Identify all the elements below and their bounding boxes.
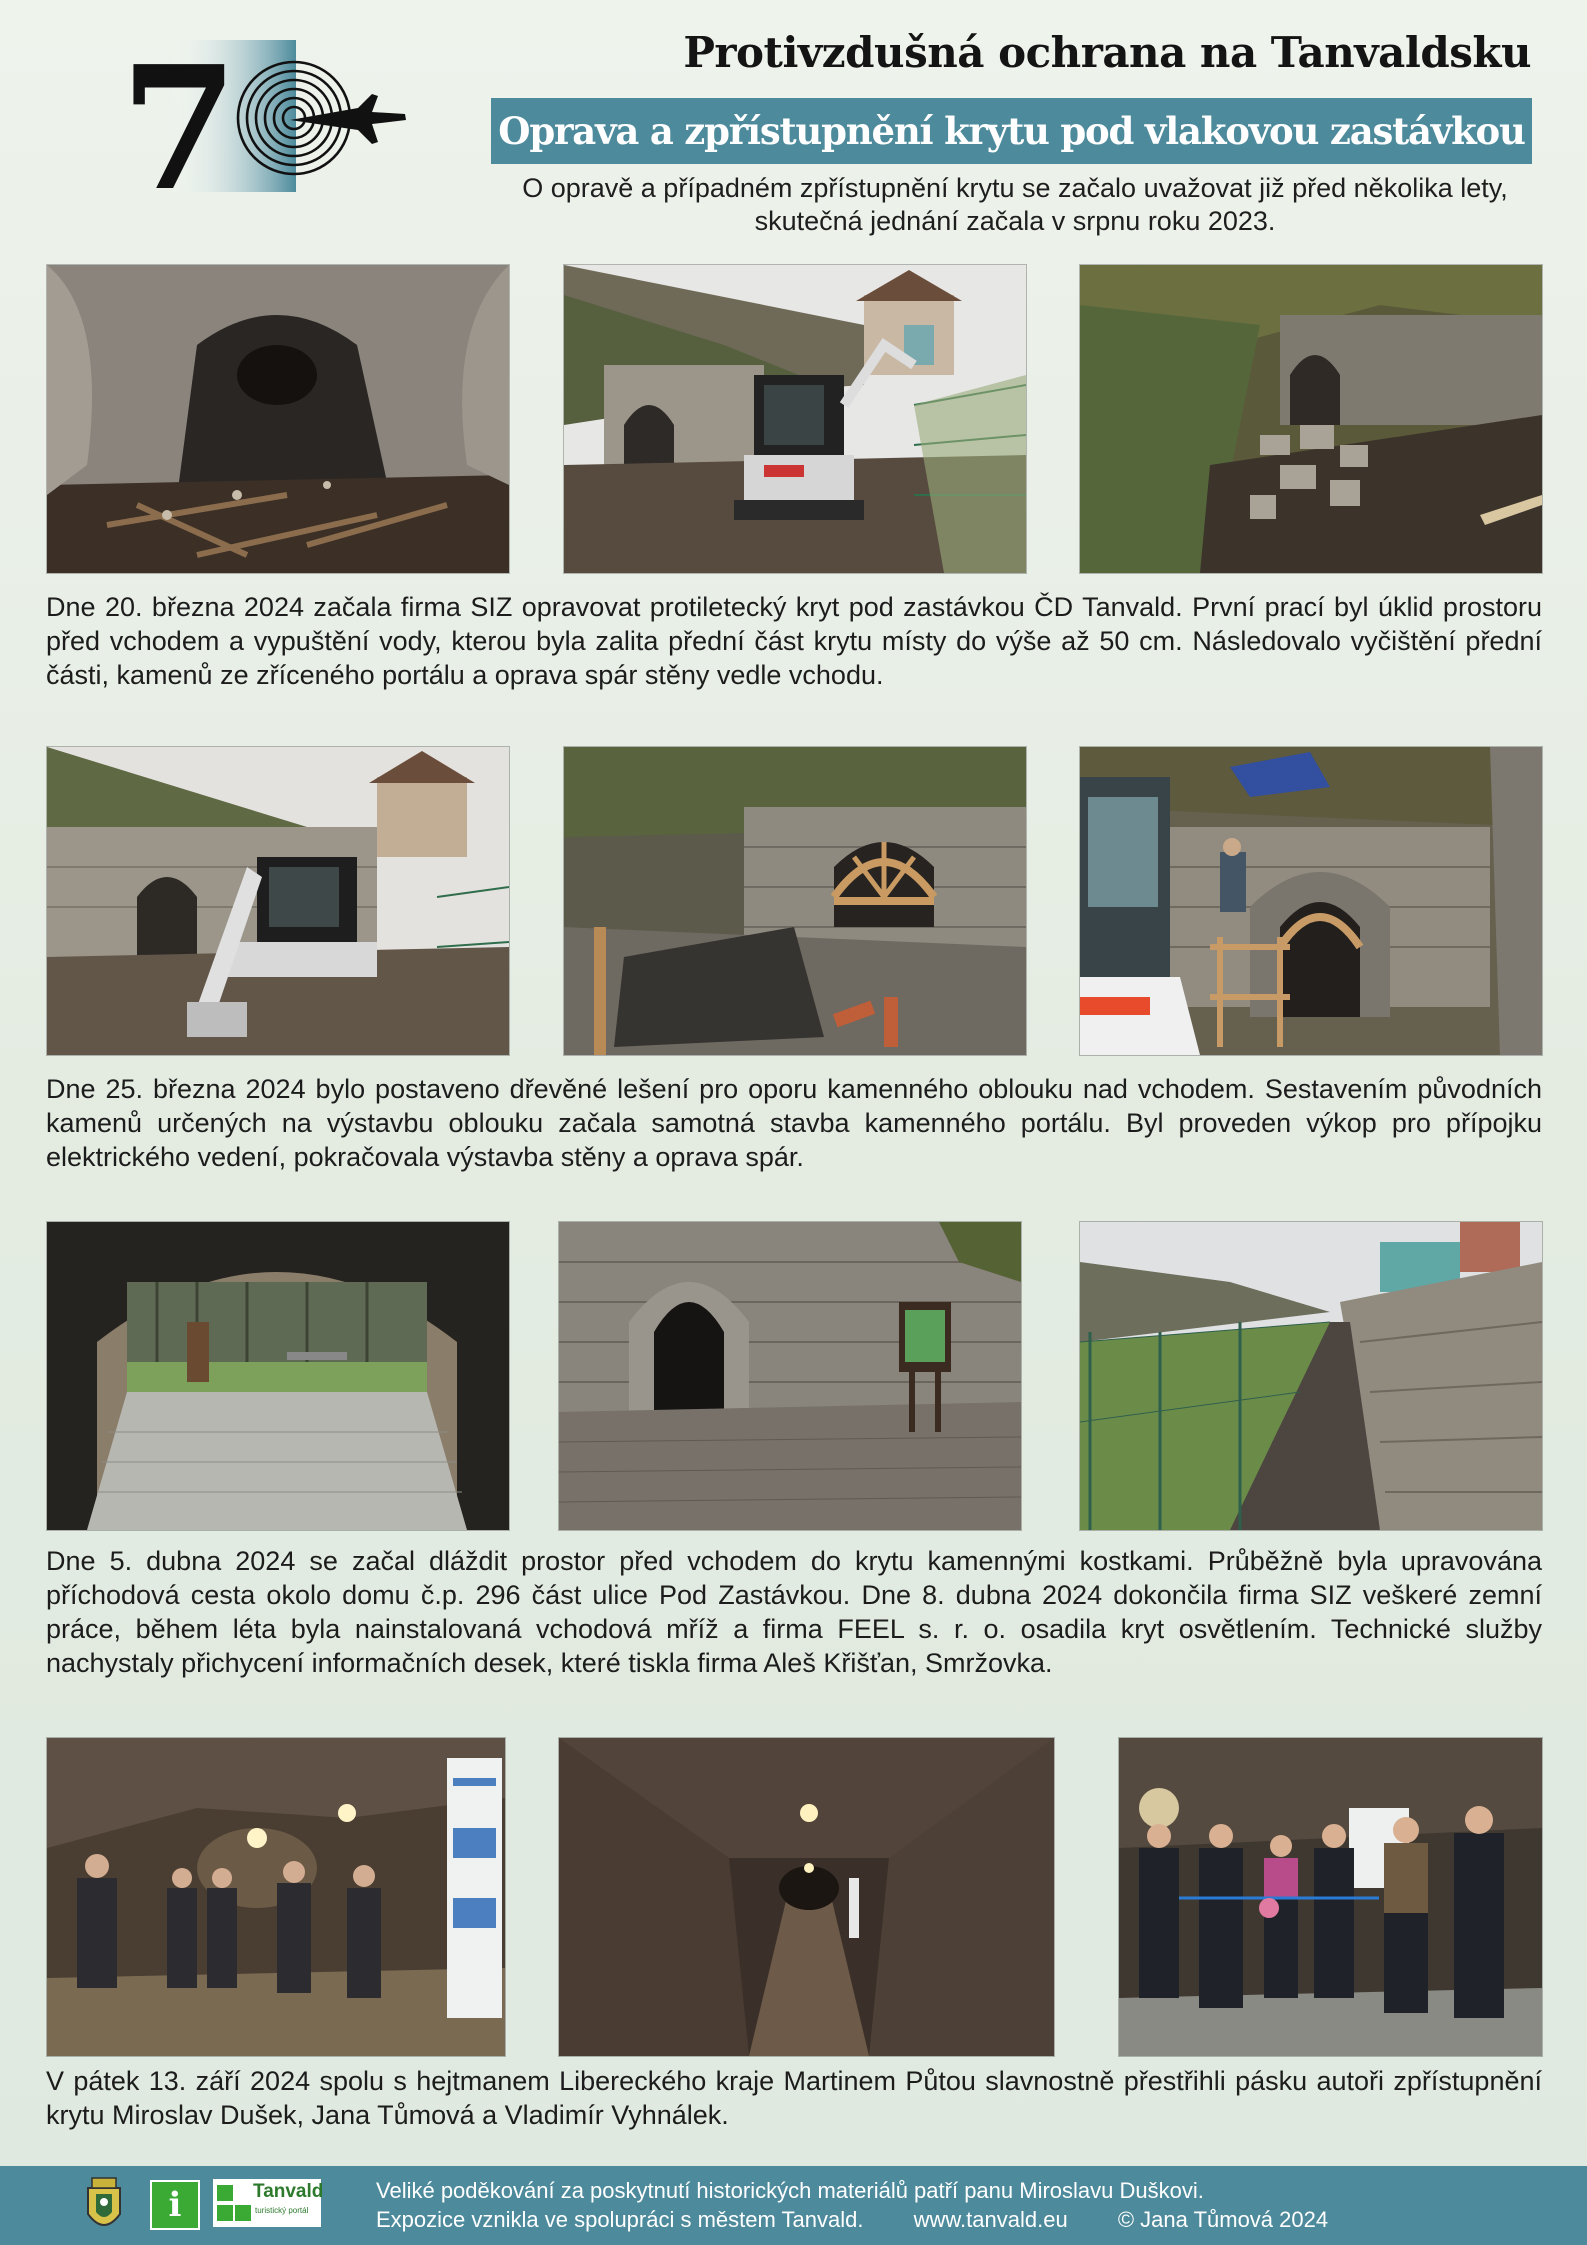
photo-flooded-tunnel [46, 264, 510, 574]
photo-tunnel-corridor [558, 1737, 1055, 2057]
footer-website-link[interactable]: www.tanvald.eu [913, 2207, 1068, 2232]
section-4-text: V pátek 13. září 2024 spolu s hejtmanem Libereckého kraje Martinem Půtou slavnostně přestřihli pásku autoři zpřístupnění krytu Miroslav Dušek, Jana Tůmová a Vladimír Vyhnálek. [46, 2066, 1542, 2130]
footer-thanks: Veliké poděkování za poskytnutí historických materiálů patří panu Miroslavu Duškovi. [376, 2178, 1204, 2203]
target-jet-logo-icon [120, 38, 420, 198]
page-title: Protivzdušná ochrana na Tanvaldsku [683, 28, 1531, 77]
page-subtitle: Oprava a zpřístupnění krytu pod vlakovou zastávkou [498, 109, 1525, 153]
footer-band [0, 2166, 1587, 2245]
photo-worker-building-arch [1079, 746, 1543, 1056]
footer-cooperation: Expozice vznikla ve spolupráci s městem Tanvald. [376, 2207, 864, 2232]
photo-excavator-wall [46, 746, 510, 1056]
section-3-text: Dne 5. dubna 2024 se začal dláždit prostor před vchodem do krytu kamennými kostkami. Průběžně byla upravována příchodová cesta okolo domu č.p. 296 část ulice Pod Zastávkou. Dne 8. dubna 2024 dokončila firma SIZ veškeré zemní práce, během léta byla nainstalovaná vchodová mříž a firma FEEL s. r. o. osadila kryt osvětlením. Technické služby nachystaly přichycení informačních desek, které tiskla firma Aleš Křišťan, Smržovka. [46, 1546, 1542, 1678]
footer-copyright: © Jana Tůmová 2024 [1117, 2207, 1329, 2232]
footer-credits [376, 2205, 1526, 2234]
subtitle-band [491, 98, 1532, 164]
photo-excavator-entrance [563, 264, 1027, 574]
photo-path-along-wall [1079, 1221, 1543, 1531]
footer-text [376, 2176, 1526, 2234]
photo-finished-portal [558, 1221, 1022, 1531]
logo-number: 7 [120, 38, 239, 198]
photo-ribbon-cutting [1118, 1737, 1543, 2057]
photo-collapsed-portal [1079, 264, 1543, 574]
tanvald-portal-badge: Tanvald turistický portál [213, 2179, 321, 2227]
section-2-text: Dne 25. března 2024 bylo postaveno dřevěné lešení pro oporu kamenného oblouku nad vchodem. Sestavením původních kamenů určených na výstavbu oblouku začala samotná stavba kamenného portálu. Byl proveden výkop pro přípojku elektrického vedení, pokračovala výstavba stěny a oprava spár. [46, 1074, 1542, 1172]
exhibition-logo [120, 38, 420, 198]
photo-visitors-in-tunnel [46, 1737, 506, 2057]
tanvald-coat-of-arms-icon [84, 2174, 124, 2236]
intro-text: O opravě a případném zpřístupnění krytu se začalo uvažovat již před několika lety, skutečná jednání začala v srpnu roku 2023. [522, 173, 1508, 236]
photo-view-out-of-tunnel [46, 1221, 510, 1531]
section-1-text: Dne 20. března 2024 začala firma SIZ opravovat protiletecký kryt pod zastávkou ČD Tanvald. První prací byl úklid prostoru před vchodem a vypuštění vody, kterou byla zalita přední část krytu místy do výše až 50 cm. Následovalo vyčištění přední části, kamenů ze zříceného portálu a oprava spár stěny vedle vchodu. [46, 592, 1542, 690]
info-icon: i [150, 2180, 200, 2230]
photo-arch-scaffold [563, 746, 1027, 1056]
